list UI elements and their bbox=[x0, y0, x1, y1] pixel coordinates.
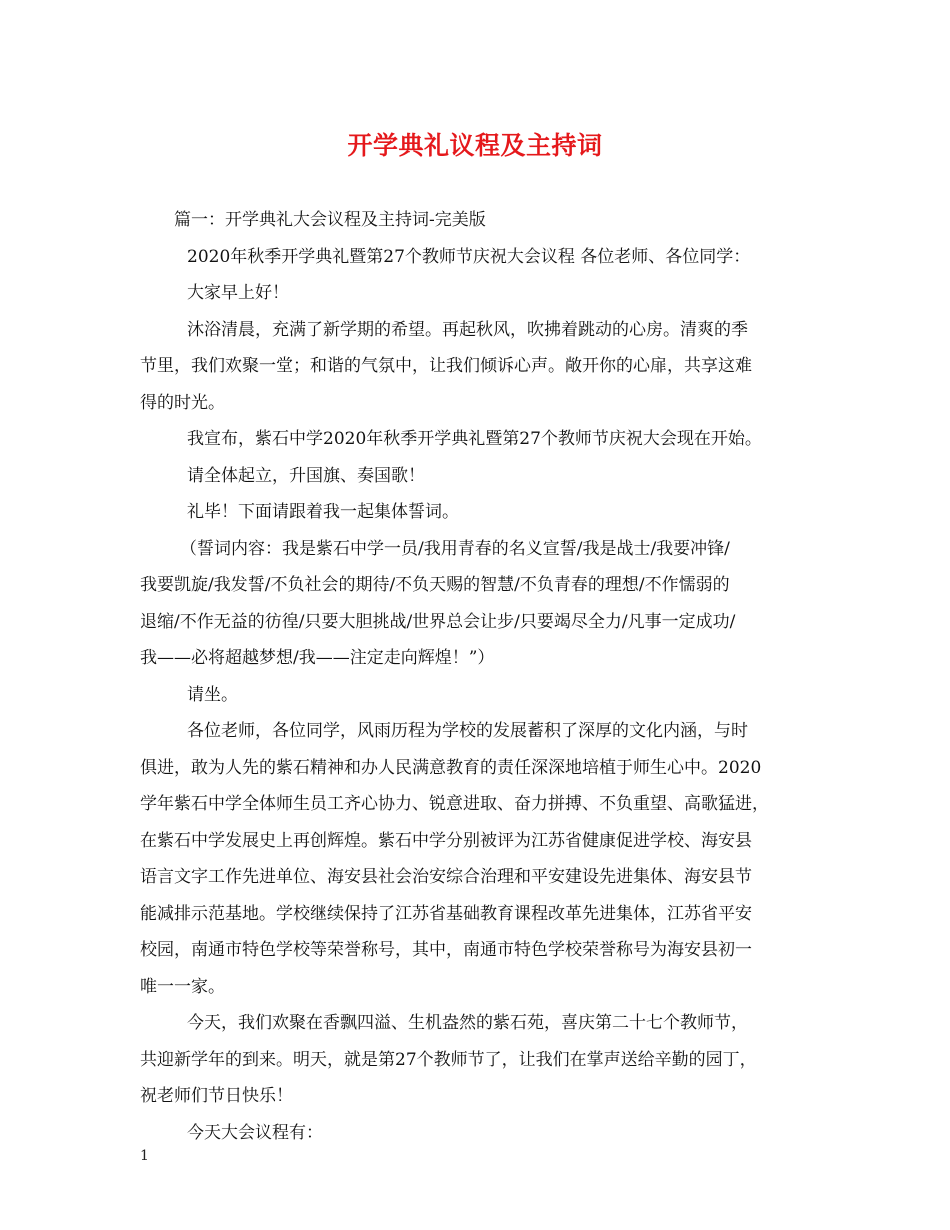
paragraph-line: 今天大会议程有： bbox=[187, 1122, 323, 1143]
paragraph-line: 共迎新学年的到来。明天，就是第27个教师节了，让我们在掌声送给辛勤的园丁， bbox=[140, 1049, 757, 1070]
paragraph-line: 礼毕！下面请跟着我一起集体誓词。 bbox=[187, 502, 459, 522]
paragraph-line: 得的时光。 bbox=[140, 392, 225, 413]
paragraph-line: 今天，我们欢聚在香飘四溢、生机盎然的紫石苑，喜庆第二十七个教师节， bbox=[187, 1013, 748, 1033]
paragraph-line: 校园，南通市特色学校等荣誉称号，其中，南通市特色学校荣誉称号为海安县初一 bbox=[140, 940, 752, 960]
section-heading: 篇一：开学典礼大会议程及主持词-完美版 bbox=[174, 210, 486, 230]
paragraph-line: 节里，我们欢聚一堂；和谐的气氛中，让我们倾诉心声。敞开你的心扉，共享这难 bbox=[140, 356, 752, 376]
paragraph-line: 俱进，敢为人先的紫石精神和办人民满意教育的责任深深地培植于师生心中。2020 bbox=[140, 757, 762, 778]
paragraph-line: 语言文字工作先进单位、海安县社会治安综合治理和平安建设先进集体、海安县节 bbox=[140, 867, 752, 887]
paragraph-line: 请全体起立，升国旗、奏国歌！ bbox=[187, 465, 425, 486]
document-title: 开学典礼议程及主持词 bbox=[347, 131, 603, 160]
paragraph-line: 各位老师，各位同学，风雨历程为学校的发展蓄积了深厚的文化内涵，与时 bbox=[187, 721, 748, 741]
paragraph-line: 我要凯旋/我发誓/不负社会的期待/不负天赐的智慧/不负青春的理想/不作懦弱的 bbox=[140, 575, 730, 595]
paragraph-line: 请坐。 bbox=[187, 684, 238, 705]
document-body bbox=[140, 202, 814, 1151]
paragraph-line: 祝老师们节日快乐！ bbox=[140, 1086, 293, 1106]
page-number: 1 bbox=[140, 1148, 149, 1164]
paragraph-line: 学年紫石中学全体师生员工齐心协力、锐意进取、奋力拼搏、不负重望、高歌猛进， bbox=[140, 794, 769, 814]
paragraph-line: 我宣布，紫石中学2020年秋季开学典礼暨第27个教师节庆祝大会现在开始。 bbox=[187, 429, 762, 449]
paragraph-line: （誓词内容：我是紫石中学一员/我用青春的名义宣誓/我是战士/我要冲锋/ bbox=[180, 538, 730, 559]
paragraph-line: 2020年秋季开学典礼暨第27个教师节庆祝大会议程 各位老师、各位同学： bbox=[187, 246, 751, 267]
paragraph-line: 唯一一家。 bbox=[140, 976, 225, 997]
paragraph-line: 退缩/不作无益的彷徨/只要大胆挑战/世界总会让步/只要竭尽全力/凡事一定成功/ bbox=[140, 611, 736, 632]
paragraph-line: 沐浴清晨，充满了新学期的希望。再起秋风，吹拂着跳动的心房。清爽的季 bbox=[187, 319, 748, 340]
paragraph-line: 我——必将超越梦想/我——注定走向辉煌！”） bbox=[140, 648, 495, 668]
paragraph-line: 大家早上好！ bbox=[187, 283, 289, 303]
paragraph-line: 在紫石中学发展史上再创辉煌。紫石中学分别被评为江苏省健康促进学校、海安县 bbox=[140, 830, 752, 851]
paragraph-line: 能减排示范基地。学校继续保持了江苏省基础教育课程改革先进集体，江苏省平安 bbox=[140, 903, 752, 924]
